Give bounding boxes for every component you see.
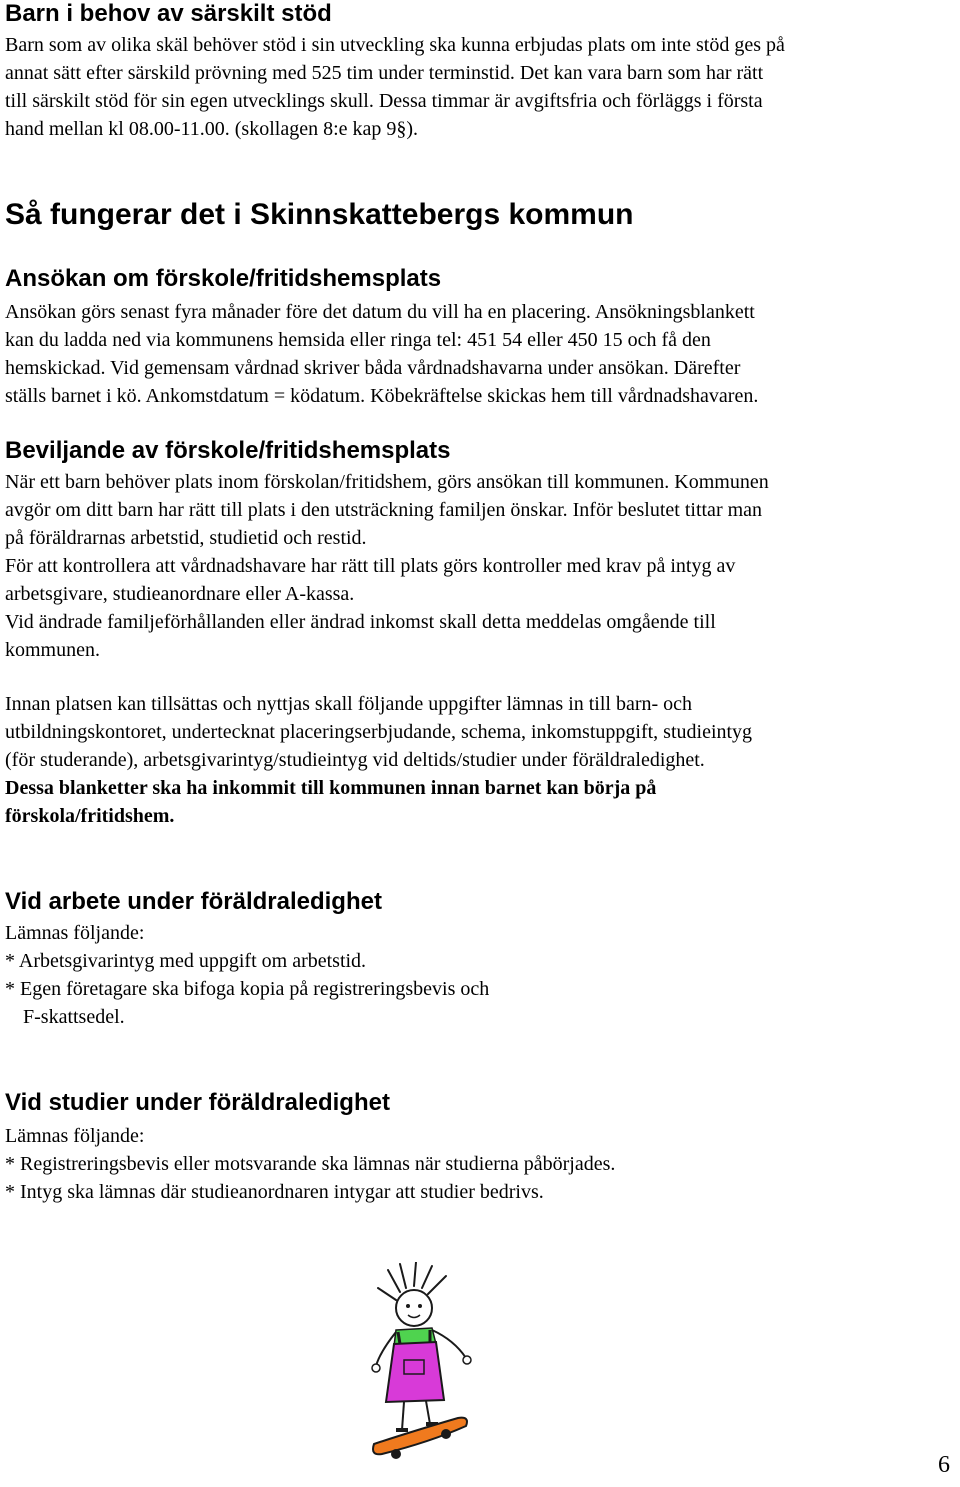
text-line: När ett barn behöver plats inom förskolan/fritidshem, görs ansökan till kommunen. Kommunen [5, 471, 769, 493]
text-line: annat sätt efter särskild prövning med 525 tim under terminstid. Det kan vara barn som har rätt [5, 62, 764, 84]
text-line: (för studerande), arbetsgivarintyg/studieintyg vid deltids/studier under föräldraledighet. [5, 749, 705, 771]
bold-notice-line: förskola/fritidshem. [5, 805, 175, 827]
list-item: * Egen företagare ska bifoga kopia på registreringsbevis och [5, 978, 490, 1000]
text-line: Innan platsen kan tillsättas och nyttjas skall följande uppgifter lämnas in till barn- och [5, 693, 693, 715]
heading-arbete: Vid arbete under föräldraledighet [5, 888, 382, 915]
text-line: arbetsgivare, studieanordnare eller A-kassa. [5, 583, 355, 605]
text-line: hand mellan kl 08.00-11.00. (skollagen 8:e kap 9§). [5, 118, 419, 140]
list-arbete [5, 919, 955, 1031]
text-line: på föräldrarnas arbetstid, studietid och restid. [5, 527, 367, 549]
bold-notice-line: Dessa blanketter ska ha inkommit till kommunen innan barnet kan börja på [5, 777, 657, 799]
text-line: Ansökan görs senast fyra månader före det datum du vill ha en placering. Ansökningsblankett [5, 301, 755, 323]
text-line: utbildningskontoret, undertecknat placeringserbjudande, schema, inkomstuppgift, studieintyg [5, 721, 753, 743]
paragraph-barn-i-behov [5, 31, 955, 143]
paragraph-innan-platsen [5, 690, 955, 830]
heading-studier: Vid studier under föräldraledighet [5, 1089, 390, 1116]
text-line: Vid ändrade familjeförhållanden eller ändrad inkomst skall detta meddelas omgående till [5, 611, 716, 633]
text-line: ställs barnet i kö. Ankomstdatum = ködatum. Köbekräftelse skickas hem till vårdnadshavaren. [5, 385, 759, 407]
paragraph-beviljande [5, 468, 955, 664]
text-line: Barn som av olika skäl behöver stöd i sin utveckling ska kunna erbjudas plats om inte stöd ges på [5, 34, 785, 56]
text-line: hemskickad. Vid gemensam vårdnad skriver båda vårdnadshavarna under ansökan. Därefter [5, 357, 741, 379]
list-item: * Arbetsgivarintyg med uppgift om arbetstid. [5, 950, 367, 972]
list-item-continuation: F-skattsedel. [23, 1006, 125, 1028]
list-item: * Registreringsbevis eller motsvarande ska lämnas när studierna påbörjades. [5, 1153, 616, 1175]
list-intro: Lämnas följande: [5, 1125, 145, 1147]
page-number: 6 [938, 1452, 950, 1478]
heading-barn-i-behov: Barn i behov av särskilt stöd [5, 0, 332, 27]
text-line: kan du ladda ned via kommunens hemsida eller ringa tel: 451 54 eller 450 15 och få den [5, 329, 711, 351]
text-line: kommunen. [5, 639, 100, 661]
text-line: avgör om ditt barn har rätt till plats i den utsträckning familjen önskar. Inför beslutet tittar man [5, 499, 763, 521]
list-item: * Intyg ska lämnas där studieanordnaren intygar att studier bedrivs. [5, 1181, 544, 1203]
heading-ansokan: Ansökan om förskole/fritidshemsplats [5, 265, 442, 292]
main-heading: Så fungerar det i Skinnskattebergs kommun [5, 198, 634, 231]
list-intro: Lämnas följande: [5, 922, 145, 944]
heading-beviljande: Beviljande av förskole/fritidshemsplats [5, 437, 451, 464]
text-line: till särskilt stöd för sin egen utvecklings skull. Dessa timmar är avgiftsfria och förläggs i första [5, 90, 763, 112]
skateboard-child-icon [370, 1262, 480, 1467]
text-line: För att kontrollera att vårdnadshavare har rätt till plats görs kontroller med krav på intyg av [5, 555, 736, 577]
list-studier [5, 1122, 955, 1206]
paragraph-ansokan [5, 298, 955, 410]
